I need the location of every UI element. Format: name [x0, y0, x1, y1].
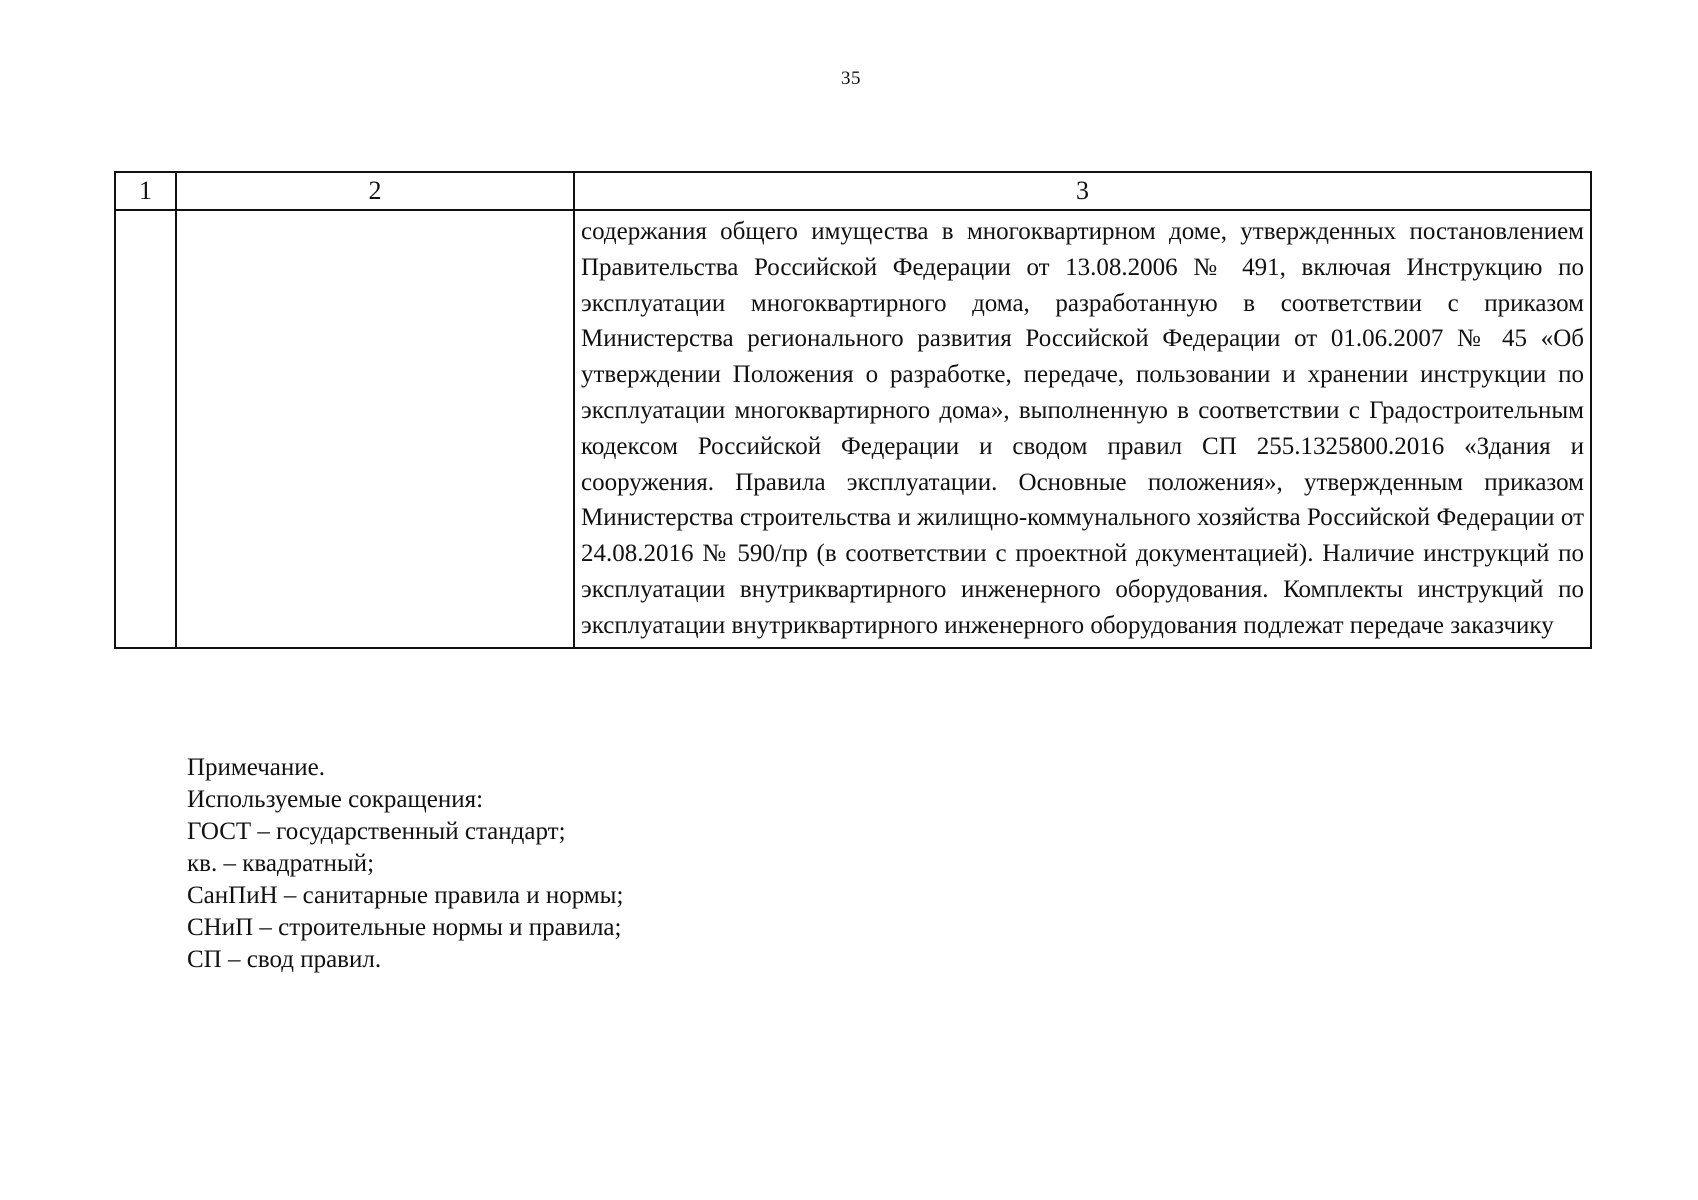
table-cell-col-2 — [176, 210, 574, 648]
table-row — [115, 210, 1591, 648]
notes-subtitle: Используемые сокращения: — [187, 786, 484, 813]
requirements-table-container — [114, 171, 1592, 649]
table-header-col-2: 2 — [176, 172, 574, 210]
notes-section — [187, 752, 623, 976]
table-header-col-3: 3 — [574, 172, 1591, 210]
abbreviation-item: СанПиН – санитарные правила и нормы; — [187, 882, 624, 909]
table-cell-col-3: содержания общего имущества в многоквартирном доме, утвержденных постановлением Правительства Российской Федерации от 13.08.2006 № 491, включая Инструкцию по эксплуатации многоквартирного дома, разработанную в соответствии с приказом Министерства регионального развития Российской Федерации от 01.06.2007 № 45 «Об утверждении Положения о разработке, передаче, пользовании и хранении инструкции по эксплуатации многоквартирного дома», выполненную в соответствии с Градостроительным кодексом Российской Федерации и сводом правил СП 255.1325800.2016 «Здания и сооружения. Правила эксплуатации. Основные положения», утвержденным приказом Министерства строительства и жилищно-коммунального хозяйства Российской Федерации от 24.08.2016 № 590/пр (в соответствии с проектной документацией). Наличие инструкций по эксплуатации внутриквартирного инженерного оборудования. Комплекты инструкций по эксплуатации внутриквартирного инженерного оборудования подлежат передаче заказчику — [574, 210, 1591, 648]
table-cell-col-1 — [115, 210, 176, 648]
notes-title: Примечание. — [187, 754, 326, 781]
abbreviation-item: СНиП – строительные нормы и правила; — [187, 914, 622, 941]
abbreviation-item: ГОСТ – государственный стандарт; — [187, 818, 566, 845]
abbreviation-item: кв. – квадратный; — [187, 850, 375, 877]
abbreviation-item: СП – свод правил. — [187, 946, 382, 973]
table-header-row — [115, 172, 1591, 210]
table-header-col-1: 1 — [115, 172, 176, 210]
requirements-table — [114, 171, 1592, 649]
page-number-text: 35 — [841, 68, 861, 89]
page-number — [0, 68, 1698, 90]
